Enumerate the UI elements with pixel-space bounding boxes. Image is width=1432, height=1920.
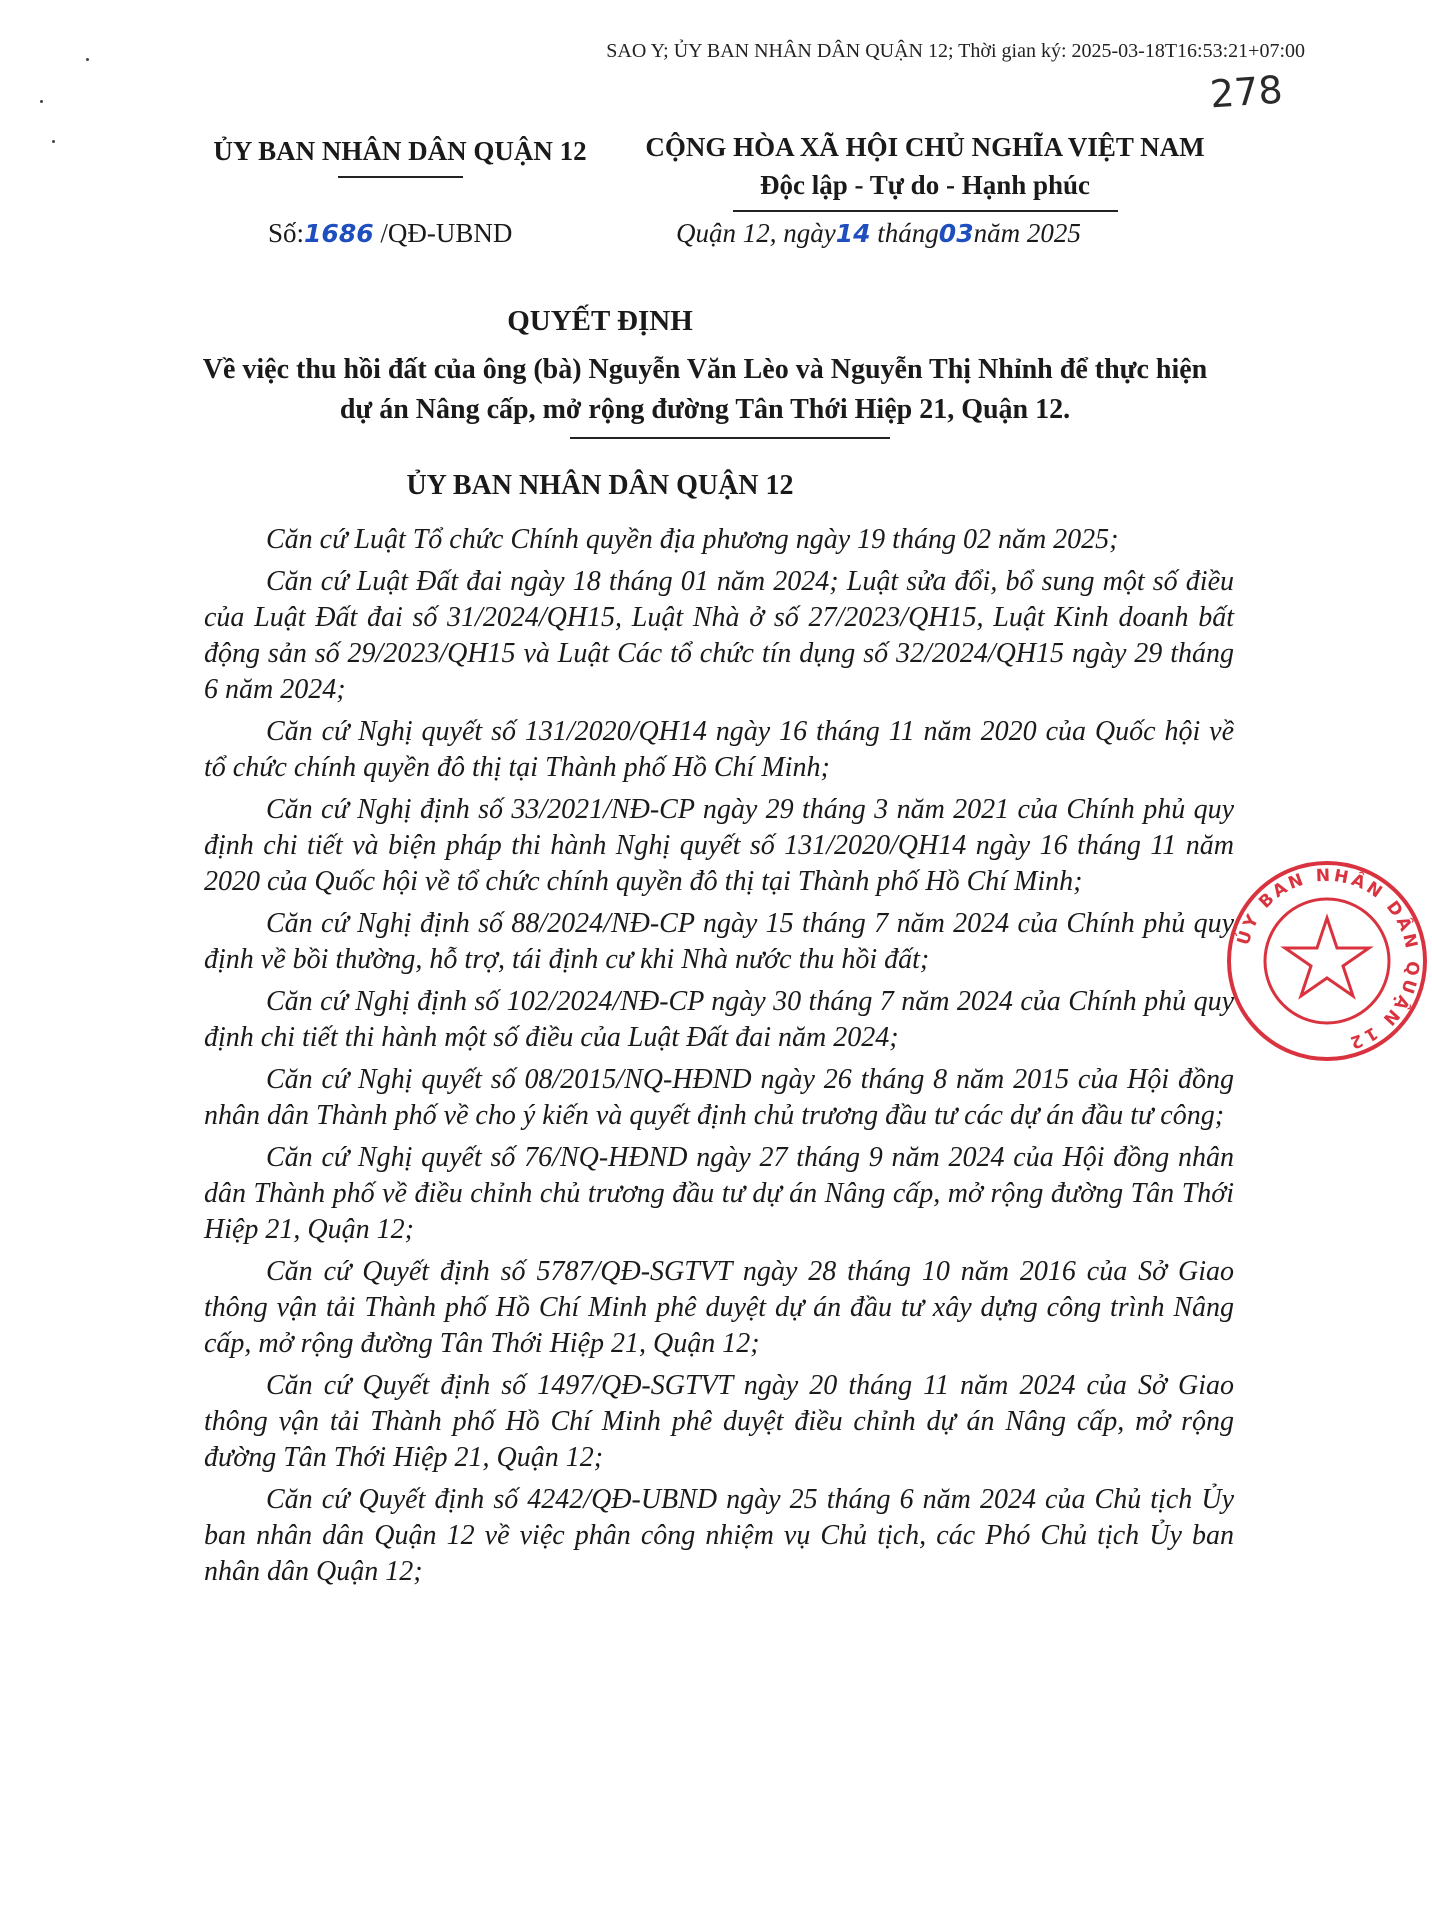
scan-speck <box>52 140 55 143</box>
issuing-authority: ỦY BAN NHÂN DÂN QUẬN 12 <box>406 470 794 501</box>
legal-basis-item: Căn cứ Nghị định số 88/2024/NĐ-CP ngày 15 tháng 7 năm 2024 của Chính phủ quy định về bồi thường, hỗ trợ, tái định cư khi Nhà nước thu hồi đất; <box>204 908 1234 975</box>
scan-speck <box>86 58 89 61</box>
legal-basis-item: Căn cứ Nghị quyết số 08/2015/NQ-HĐND ngày 26 tháng 8 năm 2015 của Hội đồng nhân dân Thành phố về cho ý kiến và quyết định chủ trương đầu tư các dự án đầu tư công; <box>204 1064 1234 1131</box>
legal-basis-item: Căn cứ Luật Tổ chức Chính quyền địa phương ngày 19 tháng 02 năm 2025; <box>266 524 1119 555</box>
scan-speck <box>40 100 43 103</box>
document-subject: Về việc thu hồi đất của ông (bà) Nguyễn Văn Lèo và Nguyễn Thị Nhỉnh để thực hiện dự án Nâng cấp, mở rộng đường Tân Thới Hiệp 21, Quận 12. <box>202 354 1208 425</box>
document-title: QUYẾT ĐỊNH <box>507 305 693 337</box>
legal-basis-item: Căn cứ Quyết định số 4242/QĐ-UBND ngày 25 tháng 6 năm 2024 của Chủ tịch Ủy ban nhân dân Quận 12 về việc phân công nhiệm vụ Chủ tịch, các Phó Chủ tịch Ủy ban nhân dân Quận 12; <box>204 1484 1234 1587</box>
issuer-block <box>185 132 615 178</box>
digital-signature-line: SAO Y; ỦY BAN NHÂN DÂN QUẬN 12; Thời gian ký: 2025-03-18T16:53:21+07:00 <box>606 40 1305 62</box>
national-motto: Độc lập - Tự do - Hạnh phúc <box>759 170 1091 200</box>
nation-block <box>610 128 1240 212</box>
seal-star-icon <box>1285 918 1369 996</box>
motto-underline <box>733 210 1118 212</box>
issuer-name: ỦY BAN NHÂN DÂN QUẬN 12 <box>213 136 587 166</box>
legal-basis-item: Căn cứ Nghị quyết số 76/NQ-HĐND ngày 27 tháng 9 năm 2024 của Hội đồng nhân dân Thành phố về điều chỉnh chủ trương đầu tư dự án Nâng cấp, mở rộng đường Tân Thới Hiệp 21, Quận 12; <box>204 1142 1234 1245</box>
date-prefix: Quận 12, ngày <box>676 218 836 248</box>
nation-name: CỘNG HÒA XÃ HỘI CHỦ NGHĨA VIỆT NAM <box>645 132 1205 162</box>
date-month-handwritten: 03 <box>938 219 974 248</box>
date-day-handwritten: 14 <box>835 219 871 248</box>
legal-bases <box>204 522 1234 1596</box>
document-number <box>268 218 512 249</box>
page-number: 278 <box>1209 67 1285 117</box>
legal-basis-item: Căn cứ Quyết định số 5787/QĐ-SGTVT ngày 28 tháng 10 năm 2016 của Sở Giao thông vận tải Thành phố Hồ Chí Minh phê duyệt dự án đầu tư xây dựng công trình Nâng cấp, mở rộng đường Tân Thới Hiệp 21, Quận 12; <box>204 1256 1234 1359</box>
issue-date <box>676 218 1081 249</box>
seal-text <box>1230 866 1423 1053</box>
legal-basis-item: Căn cứ Luật Đất đai ngày 18 tháng 01 năm 2024; Luật sửa đổi, bổ sung một số điều của Luật Đất đai số 31/2024/QH15, Luật Nhà ở số 27/2023/QH15, Luật Kinh doanh bất động sản số 29/2023/QH15 và Luật Các tổ chức tín dụng số 32/2024/QH15 ngày 29 tháng 6 năm 2024; <box>204 566 1234 705</box>
legal-basis-item: Căn cứ Quyết định số 1497/QĐ-SGTVT ngày 20 tháng 11 năm 2024 của Sở Giao thông vận tải Thành phố Hồ Chí Minh phê duyệt điều chỉnh dự án Nâng cấp, mở rộng đường Tân Thới Hiệp 21, Quận 12; <box>204 1370 1234 1473</box>
official-seal <box>1222 856 1432 1066</box>
doc-number-handwritten: 1686 <box>304 219 374 248</box>
seal-outer-ring <box>1229 863 1425 1059</box>
doc-number-prefix: Số: <box>268 218 305 248</box>
seal-text-path: ỦY BAN NHÂN DÂN QUẬN 12 <box>1233 865 1423 1054</box>
date-month-label: tháng <box>870 218 939 248</box>
legal-basis-item: Căn cứ Nghị định số 102/2024/NĐ-CP ngày 30 tháng 7 năm 2024 của Chính phủ quy định chi tiết thi hành một số điều của Luật Đất đai năm 2024; <box>204 986 1234 1053</box>
legal-basis-item: Căn cứ Nghị định số 33/2021/NĐ-CP ngày 29 tháng 3 năm 2021 của Chính phủ quy định chi tiết và biện pháp thi hành Nghị quyết số 131/2020/QH14 ngày 16 tháng 11 năm 2020 của Quốc hội về tổ chức chính quyền đô thị tại Thành phố Hồ Chí Minh; <box>204 794 1234 897</box>
issuer-underline <box>338 176 463 178</box>
subject-underline <box>570 437 890 439</box>
doc-number-suffix: /QĐ-UBND <box>373 218 513 248</box>
date-year-label: năm 2025 <box>973 218 1081 248</box>
legal-basis-item: Căn cứ Nghị quyết số 131/2020/QH14 ngày 16 tháng 11 năm 2020 của Quốc hội về tổ chức chính quyền đô thị tại Thành phố Hồ Chí Minh; <box>204 716 1234 783</box>
